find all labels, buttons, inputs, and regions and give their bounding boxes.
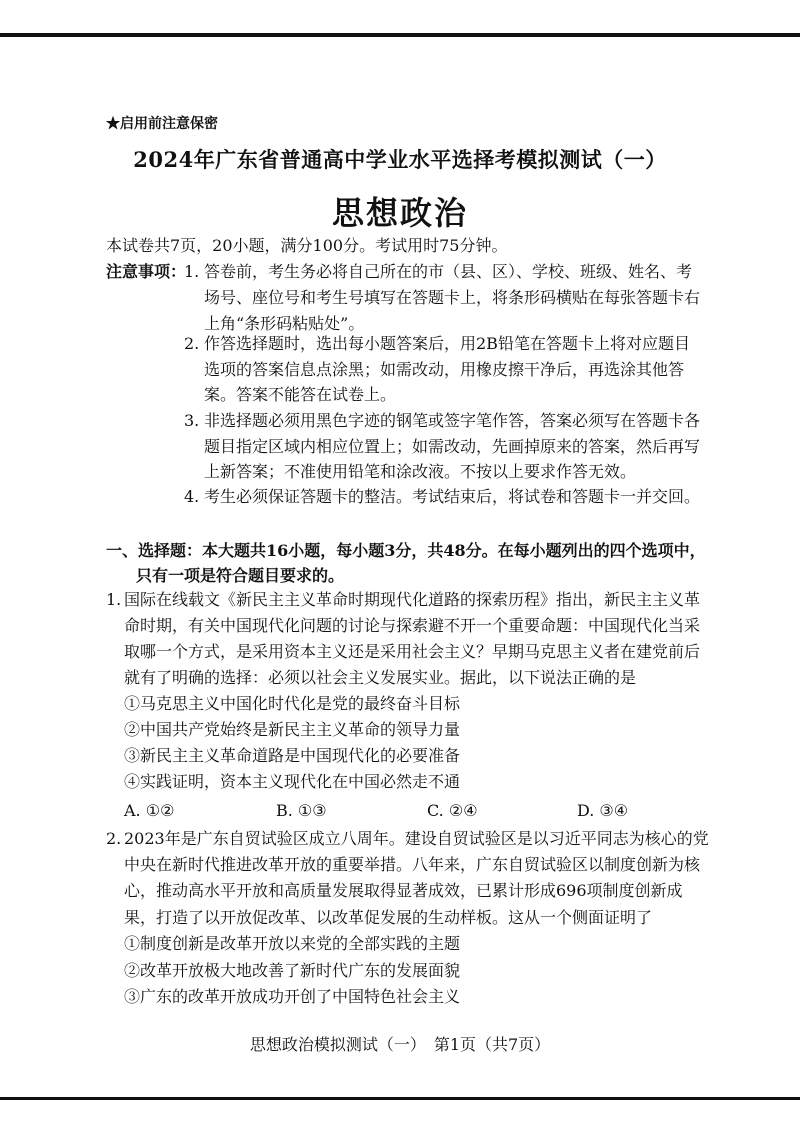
section-title-cont: 只有一项是符合题目要求的。 [136, 566, 345, 585]
statement: ①马克思主义中国化时代化是党的最终奋斗目标 [124, 694, 461, 713]
question-number: 1. [106, 590, 122, 609]
notice-line: 作答选择题时，选出每小题答案后，用2B铅笔在答题卡上将对应题目 [204, 334, 690, 353]
statement: ①制度创新是改革开放以来党的全部实践的主题 [124, 934, 461, 953]
notice-line: 选项的答案信息点涂黑；如需改动，用橡皮擦干净后，再选涂其他答 [204, 360, 685, 379]
notice-line: 题目指定区域内相应位置上；如需改动，先画掉原来的答案，然后再写 [204, 437, 701, 456]
notice-item-number: 1. [184, 262, 200, 281]
question-line: 国际在线载文《新民主主义革命时期现代化道路的探索历程》指出，新民主主义革 [124, 590, 701, 609]
statement: ③广东的改革开放成功开创了中国特色社会主义 [124, 987, 461, 1006]
question-line: 果，打造了以开放促改革、以改革促发展的生动样板。这从一个侧面证明了 [124, 908, 653, 927]
exam-title: 2024年广东省普通高中学业水平选择考模拟测试（一） [133, 147, 667, 172]
question-line: 命时期，有关中国现代化问题的讨论与探索避不开一个重要命题：中国现代化当采 [124, 616, 701, 635]
question-line: 就有了明确的选择：必须以社会主义发展实业。据此，以下说法正确的是 [124, 668, 637, 687]
notice-item-number: 3. [184, 411, 200, 430]
notice-line: 上新答案；不准使用铅笔和涂改液。不按以上要求作答无效。 [204, 462, 637, 481]
section-title: 一、选择题：本大题共16小题，每小题3分，共48分。在每小题列出的四个选项中， [106, 541, 706, 560]
notice-line: 场号、座位号和考生号填写在答题卡上，将条形码横贴在每张答题卡右 [204, 288, 701, 307]
question-number: 2. [106, 829, 122, 848]
notice-line: 答卷前，考生务必将自己所在的市（县、区）、学校、班级、姓名、考 [204, 262, 693, 281]
subject-title: 思想政治 [331, 194, 468, 232]
notice-line: 非选择题必须用黑色字迹的钢笔或签字笔作答，答案必须写在答题卡各 [204, 411, 701, 430]
notice-line: 案。答案不能答在试卷上。 [204, 385, 397, 404]
notice-item-number: 4. [184, 487, 200, 506]
question-line: 取哪一个方式，是采用资本主义还是采用社会主义？早期马克思主义者在建党前后 [124, 642, 701, 661]
statement: ②中国共产党始终是新民主主义革命的领导力量 [124, 720, 461, 739]
question-line: 中央在新时代推进改革开放的重要举措。八年来，广东自贸试验区以制度创新为核 [124, 855, 701, 874]
option-c: C. ②④ [427, 801, 478, 820]
statement: ②改革开放极大地改善了新时代广东的发展面貌 [124, 961, 461, 980]
intro-text: 本试卷共7页，20小题，满分100分。考试用时75分钟。 [106, 236, 508, 255]
page-footer: 思想政治模拟测试（一） 第1页（共7页） [249, 1035, 551, 1054]
option-d: D. ③④ [577, 801, 629, 820]
option-a: A. ①② [124, 801, 175, 820]
notice-line: 上角“条形码粘贴处”。 [204, 314, 365, 333]
top-border-line [0, 33, 800, 37]
option-b: B. ①③ [276, 801, 327, 820]
question-line: 2023年是广东自贸试验区成立八周年。建设自贸试验区是以习近平同志为核心的党 [124, 829, 709, 848]
notice-label: 注意事项： [106, 262, 187, 281]
statement: ③新民主主义革命道路是中国现代化的必要准备 [124, 746, 461, 765]
bottom-border-line [0, 1097, 800, 1100]
notice-item-number: 2. [184, 334, 200, 353]
confidential-notice: ★启用前注意保密 [106, 116, 218, 132]
statement: ④实践证明，资本主义现代化在中国必然走不通 [124, 772, 461, 791]
question-line: 心，推动高水平开放和高质量发展取得显著成效，已累计形成696项制度创新成 [124, 881, 683, 900]
notice-line: 考生必须保证答题卡的整洁。考试结束后，将试卷和答题卡一并交回。 [204, 487, 701, 506]
